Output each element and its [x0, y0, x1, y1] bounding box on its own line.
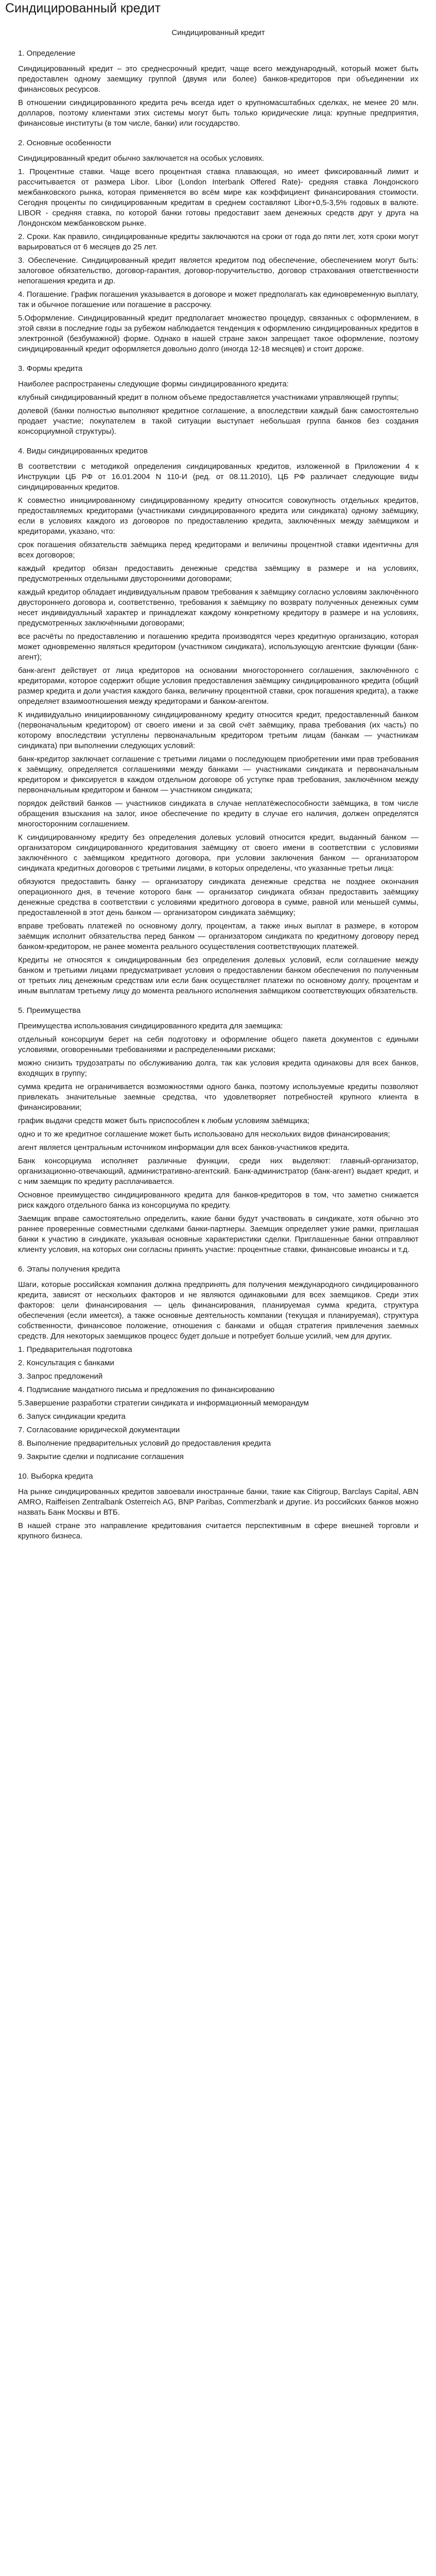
- paragraph: 3. Запрос предложений: [18, 1372, 103, 1381]
- paragraph: каждый кредитор обладает индивидуальным правом требования к заёмщику согласно условиям заключённого двустороннего договора и, соответственно, требования к заёмщику по возврату полученных денежных сумм несет индивидуальный характер и принадлежат каждому конкретному кредитору в размере и на условиях, предусмотренных заключёнными договорами;: [18, 588, 418, 628]
- paragraph: 8. Выполнение предварительных условий до предоставления кредита: [18, 1439, 271, 1448]
- paragraph: 6. Запуск синдикации кредита: [18, 1412, 126, 1421]
- document-section: [18, 446, 418, 996]
- paragraph: К синдицированному кредиту без определения долевых условий относится кредит, выданный банком — организатором синдицированного кредитования заёмщику от своего имени в соответствии с условиями заключённого с заёмщиком кредитного договора, при условии заключения банком — организатором синдиката кредитных договоров с третьими лицами, в которых определены, что указанные третьи лица:: [18, 833, 418, 873]
- paragraph: Основное преимущество синдицированного кредита для банков-кредиторов в том, что заметно снижается риск каждого отдельного банка из консорциума по кредиту.: [18, 1191, 418, 1210]
- document-section: [18, 48, 418, 129]
- paragraph: 5.Оформление. Синдицированный кредит предполагает множество процедур, связанных с оформлением, в этой связи в последние годы за рубежом наблюдается тенденция к оформлению синдицированных кредитов в электронной (безбумажной) форме. Однако в нашей стране закон запрещает такое оформление, поэтому синдицированный кредит оформляется довольно долго (иногда 12-18 месяцев) и стоит дороже.: [18, 314, 418, 353]
- paragraph: одно и то же кредитное соглашение может быть использовано для нескольких видов финансирования;: [18, 1130, 390, 1139]
- document-section: [18, 138, 418, 354]
- paragraph: На рынке синдицированных кредитов завоевали иностранные банки, такие как Citigroup, Barclays Capital, ABN AMRO, Raiffeisen Zentralbank Osterreich AG, BNP Paribas, Commerzbank и другие. Из российских банков можно назвать Банк Москвы и ВТБ.: [18, 1487, 418, 1517]
- paragraph: вправе требовать платежей по основному долгу, процентам, а также иных выплат в размере, в котором заёмщик исполнит обязательства перед банком — организатором синдиката по кредитному договору перед банком-кредитором, не ранее момента реального осуществления соответствующих платежей.: [18, 922, 418, 951]
- paragraph: отдельный консорциум берет на себя подготовку и оформление общего пакета документов с едиными условиями, оговоренными требованиями и распределенными рисками;: [18, 1035, 418, 1054]
- paragraph: 4. Погашение. График погашения указывается в договоре и может предполагать как единовременную выплату, так и обычное погашение или погашение в рассрочку.: [18, 290, 418, 309]
- paragraph: В соответствии с методикой определения синдицированных кредитов, изложенной в Приложении 4 к Инструкции ЦБ РФ от 16.01.2004 N 110-И (ред. от 08.11.2010), ЦБ РФ различает следующие виды синдицированных кредитов.: [18, 462, 418, 492]
- section-heading: 1. Определение: [18, 49, 76, 58]
- paragraph: Шаги, которые российская компания должна предпринять для получения международного синдицированного кредита, зависят от нескольких факторов и не являются одинаковыми для всех заемщиков. Среди этих факторов: цели финансирования — цель финансирования, планируемая сумма кредита, структура обеспечения (если имеется), а также основные деятельность компании (текущая и планируемая), структура собственности, финансовое положение, отношения с банками и общая стратегия привлечения заемных средств. Для некоторых заемщиков процесс будет дольше и потребует больше усилий, чем для других.: [18, 1280, 418, 1341]
- document-section: [18, 364, 418, 437]
- paragraph: можно снизить трудозатраты по обслуживанию долга, так как условия кредита одинаковы для всех банков, входящих в группу;: [18, 1059, 418, 1078]
- paragraph: 2. Сроки. Как правило, синдицированные кредиты заключаются на сроки от года до пяти лет, хотя сроки могут варьироваться от 6 месяцев до 25 лет.: [18, 232, 418, 251]
- paragraph: долевой (банки полностью выполняют кредитное соглашение, а впоследствии каждый банк самостоятельно продает участие; покупателем в такой ситуации выступает небольшая группа банков без создания консорциумной структуры).: [18, 406, 418, 436]
- paragraph: банк-кредитор заключает соглашение с третьими лицами о последующем приобретении ими прав требования к заёмщику, определяется соглашениями между банками — участниками синдиката и первоначальным кредитором и фиксируется в каждом отдельном договоре об уступке прав требования, заключённом между первоначальным кредитором и банком — участником синдиката;: [18, 755, 418, 794]
- document-section: [18, 1006, 418, 1255]
- paragraph: 9. Закрытие сделки и подписание соглашения: [18, 1452, 184, 1461]
- document-section: [18, 1471, 418, 1541]
- paragraph: 4. Подписание мандатного письма и предложения по финансированию: [18, 1385, 275, 1394]
- section-heading: 10. Выборка кредита: [18, 1472, 93, 1481]
- paragraph: В нашей стране это направление кредитования считается перспективным в сфере внешней торговли и крупного бизнеса.: [18, 1521, 418, 1540]
- paragraph: сумма кредита не ограничивается возможностями одного банка, поэтому используемые кредиты позволяют привлекать значительные заемные средства, что удовлетворяет потребностей крупного клиента в финансировании;: [18, 1082, 418, 1112]
- paragraph: график выдачи средств может быть приспособлен к любым условиям заёмщика;: [18, 1116, 310, 1125]
- paragraph: 3. Обеспечение. Синдицированный кредит является кредитом под обеспечение, обеспечением могут быть: залоговое обязательство, договор-гарантия, договор-поручительство, договор страхования ответственности непогашения кредита и др.: [18, 256, 418, 285]
- section-heading: 3. Формы кредита: [18, 364, 83, 373]
- paragraph: Кредиты не относятся к синдицированным без определения долевых условий, если соглашение между банком и третьими лицами предусматривает условия о предоставлении банком обеспечения по полученным от третьих лиц денежным средствам или если банк осуществляет платежи по основному долгу, процентам и иным выплатам третьему лицу до момента реального исполнения заёмщиком соответствующих обязательств.: [18, 956, 418, 995]
- document-body: [18, 28, 418, 2576]
- paragraph: клубный синдицированный кредит в полном объеме предоставляется участниками управляющей группы;: [18, 393, 399, 402]
- paragraph: срок погашения обязательств заёмщика перед кредиторами и величины процентной ставки идентичны для всех договоров;: [18, 540, 418, 560]
- paragraph: банк-агент действует от лица кредиторов на основании многостороннего соглашения, заключённого с кредиторами, которое содержит общие условия предоставления заёмщику синдицированного кредита (общий размер кредита и доли участия каждого банка, величину процентной ставки, срок погашения кредита), а также определяет взаимоотношения между кредиторами и банком-агентом.: [18, 666, 418, 706]
- paragraph: К совместно инициированному синдицированному кредиту относится совокупность отдельных кредитов, предоставляемых кредиторами (участниками синдицированного кредита или синдиката) одному заёмщику, если в условиях каждого из договоров по предоставлению кредита, заключённых между заёмщиком и кредиторами, указано, что:: [18, 496, 418, 536]
- paragraph: 7. Согласование юридической документации: [18, 1426, 180, 1434]
- paragraph: порядок действий банков — участников синдиката в случае неплатёжеспособности заёмщика, в том числе обращения взыскания на залог, иное обеспечение по кредиту в случае его наличия, должен определятся многосторонним соглашением.: [18, 799, 418, 828]
- paragraph: все расчёты по предоставлению и погашению кредита производятся через кредитную организацию, которая может одновременно являться кредитором (участником синдиката), использующую агентские функции (банк-агент);: [18, 632, 418, 662]
- paragraph: Синдицированный кредит – это среднесрочный кредит, чаще всего международный, который может быть предоставлен одному заемщику группой (двумя или более) банков-кредиторов при объединении их финансовых ресурсов.: [18, 64, 418, 94]
- document-section: [18, 1264, 418, 1462]
- paragraph: агент является центральным источником информации для всех банков-участников кредита.: [18, 1143, 350, 1152]
- paragraph: Преимущества использования синдицированного кредита для заемщика:: [18, 1022, 283, 1030]
- paragraph: обязуются предоставить банку — организатору синдиката денежные средства не позднее окончания операционного дня, в течение которого банк — организатор синдиката обязан предоставить заёмщику денежные средства в соответствии с условиями кредитного договора в сумме, равной или меньшей суммы, предоставленной в этот день банком — организатором синдиката заёмщику;: [18, 877, 418, 917]
- section-heading: 2. Основные особенности: [18, 139, 111, 147]
- section-heading: 4. Виды синдицированных кредитов: [18, 447, 148, 455]
- document-sections: [18, 48, 418, 1541]
- paragraph: Банк консорциума исполняет различные функции, среди них выделяют: главный-организатор, организационно-отвечающий, административно-агентский. Банк-администратор (банк-агент) выдает кредит, и с ним заемщик по кредиту расплачивается.: [18, 1157, 418, 1186]
- paragraph: 1. Предварительная подготовка: [18, 1345, 132, 1354]
- section-heading: 6. Этапы получения кредита: [18, 1265, 120, 1274]
- paragraph: Синдицированный кредит обычно заключается на особых условиях.: [18, 154, 265, 163]
- document-title: Синдицированный кредит: [171, 28, 265, 37]
- paragraph: В отношении синдицированного кредита речь всегда идет о крупномасштабных сделках, не менее 20 млн. долларов, поэтому клиентами этих системы могут быть только юридические лица: крупные предприятия, финансовые институты (в том числе, банки) или государство.: [18, 98, 418, 128]
- section-heading: 5. Преимущества: [18, 1006, 81, 1015]
- paragraph: К индивидуально инициированному синдицированному кредиту относится кредит, предоставленный банком (первоначальным кредитором) от своего имени и за свой счёт заёмщику, права требования (их часть) по которому впоследствии уступлены первоначальным кредитором третьим лицам (банкам — участникам синдиката) при выполнении следующих условий:: [18, 710, 418, 750]
- paragraph: каждый кредитор обязан предоставить денежные средства заёмщику в размере и на условиях, предусмотренных отдельными двусторонними договорами;: [18, 564, 418, 583]
- paragraph: 2. Консультация с банками: [18, 1359, 114, 1367]
- page-title: Синдицированный кредит: [5, 1, 161, 15]
- paragraph: 1. Процентные ставки. Чаще всего процентная ставка плавающая, но имеет фиксированный лимит и рассчитывается от размера Libor. Libor (London Interbank Offered Rate)- средняя ставка Лондонского межбанковского рынка, которая применяется во всём мире как коэффициент финансирования стоимости. Сегодня проценты по синдицированным кредитам в среднем составляют Libor+0,5-3,5% годовых в валюте. LIBOR - средняя ставка, по которой банки готовы предоставит заем денежных средств друг у друга на Лондонском межбанковском рынке.: [18, 167, 418, 228]
- paragraph: Заемщик вправе самостоятельно определить, какие банки будут участвовать в синдикате, хотя обычно это раннее проверенные совместными сделками банки-партнеры. Заемщик определяет узкие рамки, приглашая банки к участию в синдикате, указывая основные характеристики сделки. Приглашенные банки отправляют клиенту условия, на которых они согласны принять участие: процентные ставки, финансовые иноансы и т.д.: [18, 1214, 418, 1254]
- paragraph: Наиболее распространены следующие формы синдицированного кредита:: [18, 380, 289, 388]
- paragraph: 5.Завершение разработки стратегии синдиката и информационный меморандум: [18, 1399, 309, 1408]
